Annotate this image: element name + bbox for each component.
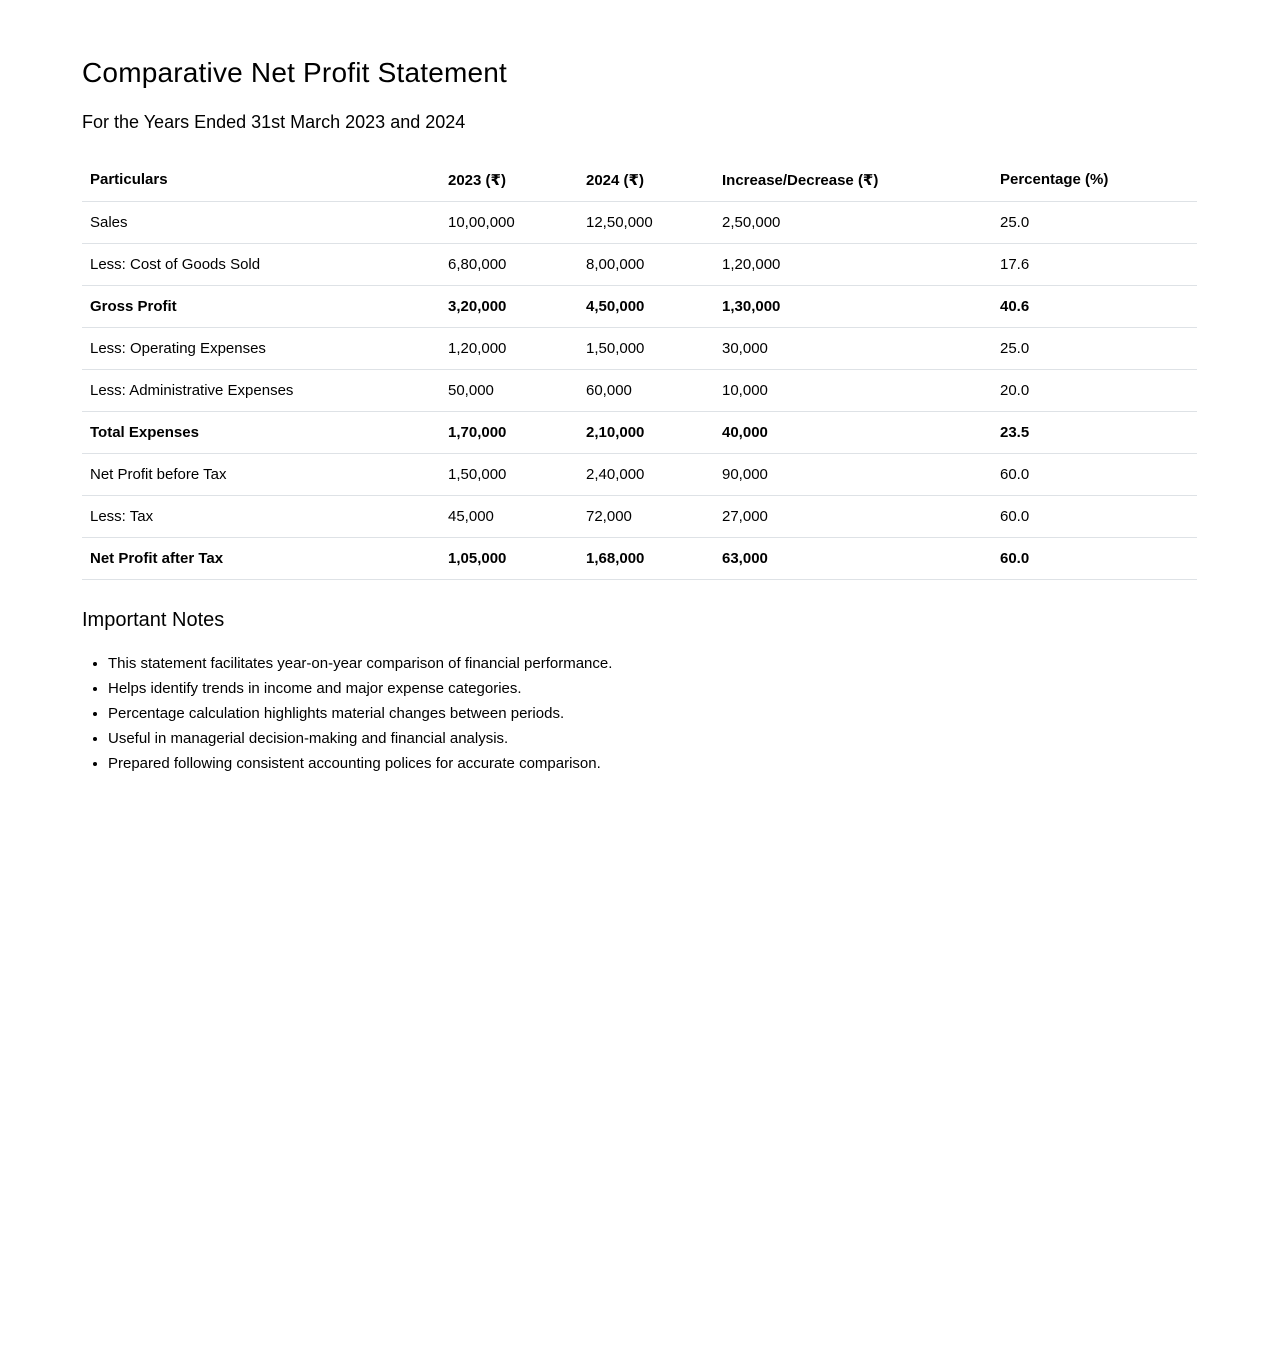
table-cell: 8,00,000 (578, 243, 714, 285)
note-item: • Useful in managerial decision-making and financial analysis. (108, 726, 1197, 751)
table-row (82, 453, 1197, 495)
table-row (82, 411, 1197, 453)
table-cell: 12,50,000 (578, 201, 714, 243)
notes-list (82, 651, 1197, 776)
column-header-increase-decrease: Increase/Decrease (₹) (714, 159, 992, 201)
table-cell: 1,20,000 (440, 327, 578, 369)
table-cell: 2,50,000 (714, 201, 992, 243)
table-cell: 1,68,000 (578, 537, 714, 579)
table-cell: 40,000 (714, 411, 992, 453)
table-cell: 6,80,000 (440, 243, 578, 285)
comparative-statement-table (82, 159, 1197, 580)
table-cell: 27,000 (714, 495, 992, 537)
table-cell: 40.6 (992, 285, 1197, 327)
table-row (82, 369, 1197, 411)
table-cell: Sales (82, 201, 440, 243)
table-cell: Net Profit after Tax (82, 537, 440, 579)
table-row (82, 327, 1197, 369)
table-cell: 1,20,000 (714, 243, 992, 285)
table-cell: 2,10,000 (578, 411, 714, 453)
table-cell: 3,20,000 (440, 285, 578, 327)
table-cell: 25.0 (992, 201, 1197, 243)
table-cell: 72,000 (578, 495, 714, 537)
note-item: • Prepared following consistent accounting polices for accurate comparison. (108, 751, 1197, 776)
column-header-particulars: Particulars (82, 159, 440, 201)
table-cell: 60.0 (992, 453, 1197, 495)
column-header-percentage: Percentage (%) (992, 159, 1197, 201)
table-cell: 25.0 (992, 327, 1197, 369)
table-cell: 1,30,000 (714, 285, 992, 327)
table-cell: 90,000 (714, 453, 992, 495)
table-row (82, 201, 1197, 243)
table-cell: 60.0 (992, 495, 1197, 537)
notes-heading: Important Notes (82, 608, 225, 631)
table-cell: 50,000 (440, 369, 578, 411)
note-item: • Percentage calculation highlights material changes between periods. (108, 701, 1197, 726)
page-subtitle: For the Years Ended 31st March 2023 and 2024 (82, 111, 466, 132)
table-row (82, 243, 1197, 285)
note-item: • This statement facilitates year-on-year comparison of financial performance. (108, 651, 1197, 676)
column-header-2023: 2023 (₹) (440, 159, 578, 201)
table-cell: 1,50,000 (440, 453, 578, 495)
table-cell: Gross Profit (82, 285, 440, 327)
table-cell: Less: Administrative Expenses (82, 369, 440, 411)
table-cell: 23.5 (992, 411, 1197, 453)
table-row (82, 495, 1197, 537)
table-cell: 1,70,000 (440, 411, 578, 453)
table-cell: 60.0 (992, 537, 1197, 579)
table-cell: Total Expenses (82, 411, 440, 453)
table-cell: 17.6 (992, 243, 1197, 285)
table-body (82, 201, 1197, 579)
table-header (82, 159, 1197, 201)
table-row (82, 537, 1197, 579)
document-page (0, 56, 1278, 776)
table-cell: 30,000 (714, 327, 992, 369)
table-header-row (82, 159, 1197, 201)
table-cell: 1,05,000 (440, 537, 578, 579)
table-row (82, 285, 1197, 327)
table-cell: 1,50,000 (578, 327, 714, 369)
page-title: Comparative Net Profit Statement (82, 57, 508, 88)
table-cell: 4,50,000 (578, 285, 714, 327)
table-cell: 63,000 (714, 537, 992, 579)
table-cell: 60,000 (578, 369, 714, 411)
table-cell: Less: Tax (82, 495, 440, 537)
column-header-2024: 2024 (₹) (578, 159, 714, 201)
table-cell: 10,00,000 (440, 201, 578, 243)
table-cell: 20.0 (992, 369, 1197, 411)
table-cell: Net Profit before Tax (82, 453, 440, 495)
table-cell: 10,000 (714, 369, 992, 411)
table-cell: Less: Operating Expenses (82, 327, 440, 369)
table-cell: 2,40,000 (578, 453, 714, 495)
note-item: • Helps identify trends in income and major expense categories. (108, 676, 1197, 701)
table-cell: Less: Cost of Goods Sold (82, 243, 440, 285)
table-cell: 45,000 (440, 495, 578, 537)
